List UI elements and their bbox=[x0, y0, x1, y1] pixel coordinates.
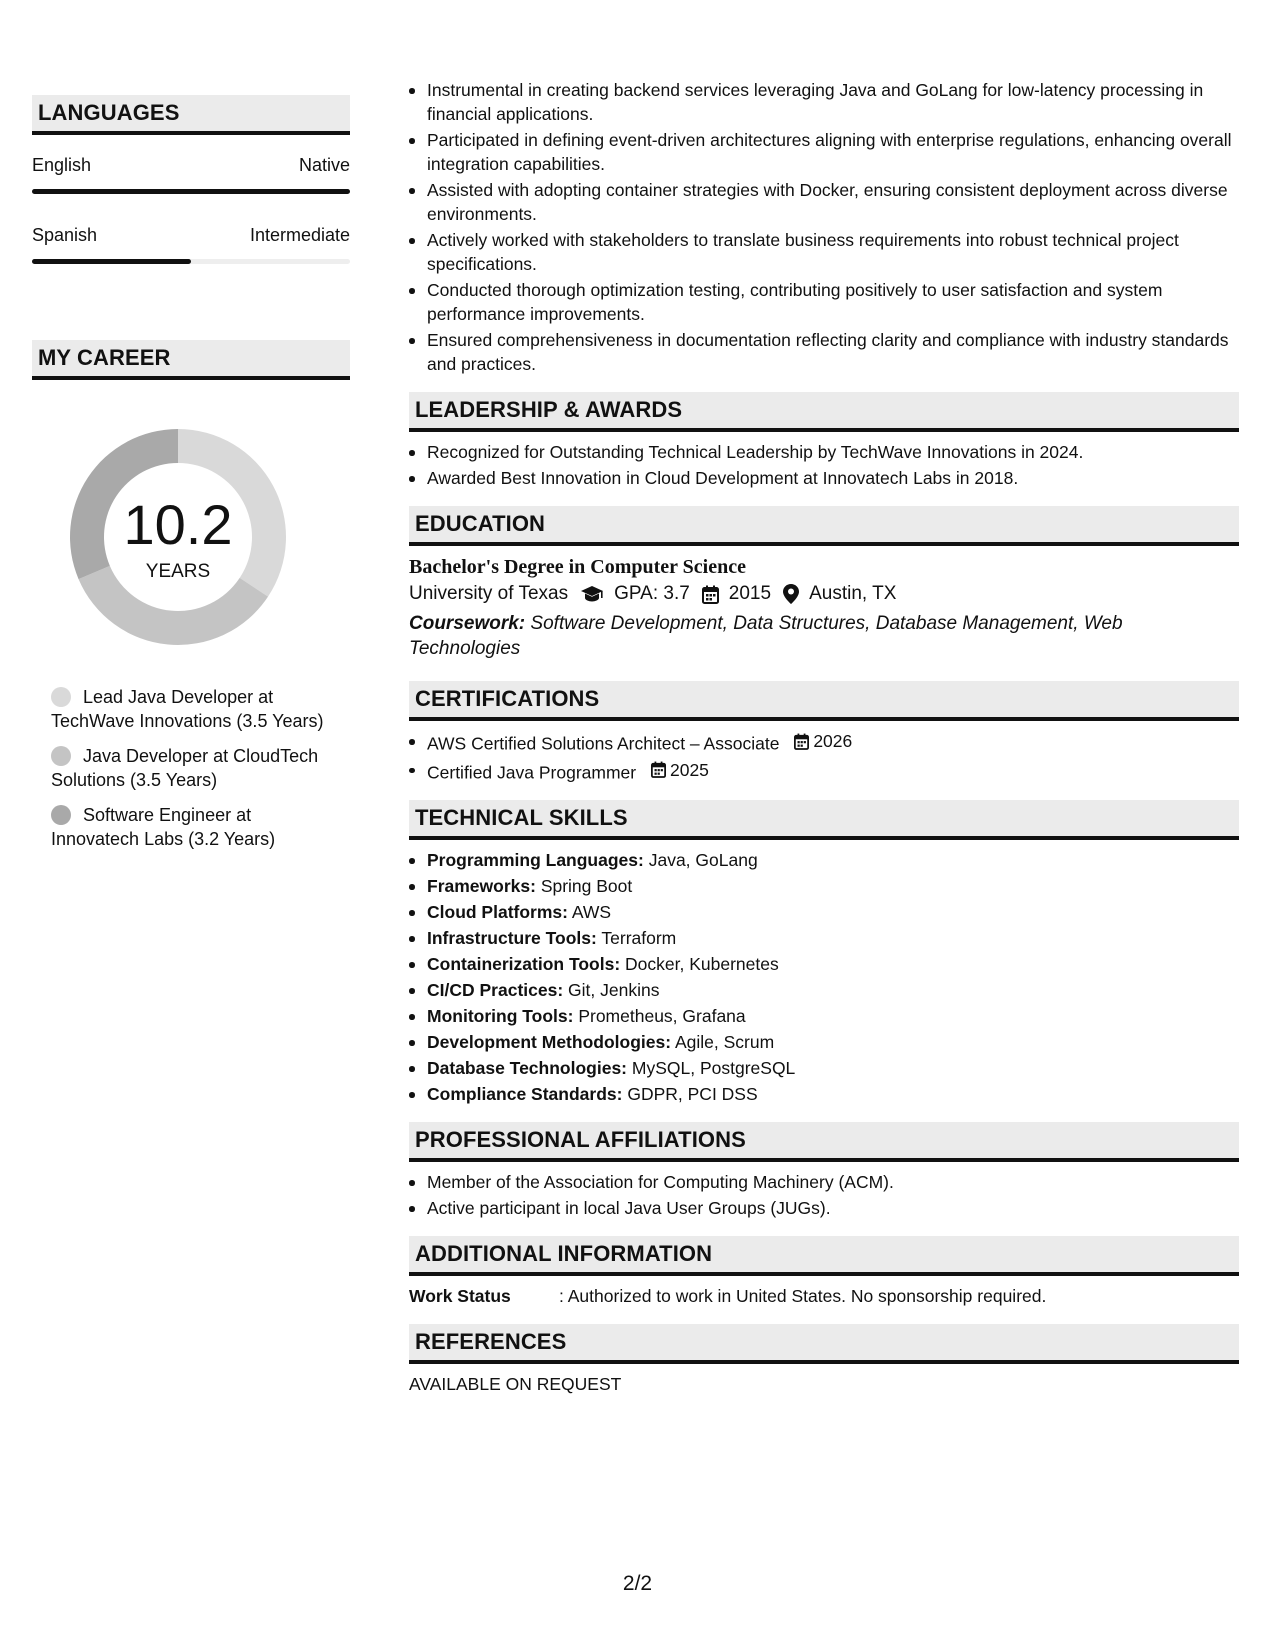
skill-label: Containerization Tools: bbox=[427, 954, 621, 974]
experience-bullets bbox=[409, 78, 1239, 376]
list-item: Member of the Association for Computing Machinery (ACM). bbox=[409, 1170, 1239, 1194]
languages-heading: LANGUAGES bbox=[32, 95, 350, 135]
legend-item bbox=[51, 685, 341, 733]
education-degree: Bachelor's Degree in Computer Science bbox=[409, 556, 746, 578]
skill-value: Prometheus, Grafana bbox=[578, 1006, 746, 1026]
language-bar-track bbox=[32, 259, 350, 264]
career-heading: MY CAREER bbox=[32, 340, 350, 380]
language-name: English bbox=[32, 155, 92, 175]
skill-label: Compliance Standards: bbox=[427, 1084, 623, 1104]
work-status-value: : Authorized to work in United States. No sponsorship required. bbox=[559, 1286, 1047, 1306]
certification-year: 2025 bbox=[669, 759, 709, 780]
language-level: Intermediate bbox=[249, 225, 350, 245]
list-item: Participated in defining event-driven architectures aligning with enterprise regulations, enhancing overall integration capabilities. bbox=[409, 128, 1239, 176]
list-item bbox=[409, 1056, 1239, 1080]
legend-label: Java Developer at CloudTech Solutions (3.5 Years) bbox=[51, 746, 319, 790]
legend-dot bbox=[51, 805, 71, 825]
list-item: Awarded Best Innovation in Cloud Development at Innovatech Labs in 2018. bbox=[409, 466, 1239, 490]
education-year: 2015 bbox=[728, 583, 772, 604]
list-item bbox=[409, 978, 1239, 1002]
skill-label: Monitoring Tools: bbox=[427, 1006, 574, 1026]
skill-value: Spring Boot bbox=[540, 876, 633, 896]
list-item: Active participant in local Java User Groups (JUGs). bbox=[409, 1196, 1239, 1220]
list-item bbox=[409, 1082, 1239, 1106]
career-total-years: 10.2 bbox=[123, 493, 233, 556]
list-item bbox=[409, 758, 1239, 785]
list-item: Instrumental in creating backend services leveraging Java and GoLang for low-latency processing in financial applications. bbox=[409, 78, 1239, 126]
list-item: Conducted thorough optimization testing, contributing positively to user satisfaction and system performance improvements. bbox=[409, 278, 1239, 326]
list-item bbox=[409, 1030, 1239, 1054]
references-text: AVAILABLE ON REQUEST bbox=[409, 1374, 622, 1394]
career-donut-chart bbox=[66, 425, 290, 649]
list-item: Assisted with adopting container strategies with Docker, ensuring consistent deployment across diverse environments. bbox=[409, 178, 1239, 226]
skill-label: Cloud Platforms: bbox=[427, 902, 568, 922]
list-item bbox=[409, 900, 1239, 924]
legend-dot bbox=[51, 687, 71, 707]
legend-label: Lead Java Developer at TechWave Innovations (3.5 Years) bbox=[51, 687, 324, 731]
list-item bbox=[409, 848, 1239, 872]
affiliations-list bbox=[409, 1170, 1239, 1220]
education-coursework bbox=[409, 611, 1239, 661]
skill-value: Terraform bbox=[601, 928, 677, 948]
legend-item bbox=[51, 744, 341, 792]
work-status-row bbox=[409, 1284, 1239, 1308]
graduation-cap-icon bbox=[580, 585, 604, 603]
additional-info-heading: ADDITIONAL INFORMATION bbox=[409, 1236, 1239, 1276]
education-gpa: GPA: 3.7 bbox=[614, 583, 690, 604]
list-item bbox=[409, 729, 1239, 756]
list-item: Ensured comprehensiveness in documentation reflecting clarity and compliance with industry standards and practices. bbox=[409, 328, 1239, 376]
calendar-icon bbox=[651, 761, 666, 778]
skill-value: GDPR, PCI DSS bbox=[627, 1084, 758, 1104]
leadership-heading: LEADERSHIP & AWARDS bbox=[409, 392, 1239, 432]
list-item bbox=[409, 926, 1239, 950]
skill-label: Frameworks: bbox=[427, 876, 536, 896]
skill-value: Docker, Kubernetes bbox=[625, 954, 779, 974]
list-item bbox=[409, 952, 1239, 976]
legend-item bbox=[51, 803, 341, 851]
skill-label: Database Technologies: bbox=[427, 1058, 628, 1078]
skill-value: Agile, Scrum bbox=[674, 1032, 775, 1052]
skill-value: AWS bbox=[571, 902, 612, 922]
certification-name: Certified Java Programmer bbox=[427, 762, 637, 782]
list-item: Recognized for Outstanding Technical Leadership by TechWave Innovations in 2024. bbox=[409, 440, 1239, 464]
skill-label: CI/CD Practices: bbox=[427, 980, 564, 1000]
skills-heading: TECHNICAL SKILLS bbox=[409, 800, 1239, 840]
language-name: Spanish bbox=[32, 225, 98, 245]
education-heading: EDUCATION bbox=[409, 506, 1239, 546]
language-row-english bbox=[32, 135, 350, 205]
coursework-label: Coursework: bbox=[409, 613, 526, 634]
certification-year: 2026 bbox=[813, 731, 853, 751]
certifications-list bbox=[409, 729, 1239, 784]
skill-value: Git, Jenkins bbox=[568, 980, 660, 1000]
calendar-icon bbox=[702, 585, 719, 604]
education-location: Austin, TX bbox=[809, 583, 897, 604]
skills-list bbox=[409, 848, 1239, 1106]
coursework-value: Software Development, Data Structures, Database Management, Web Technologies bbox=[409, 613, 1123, 659]
language-level: Native bbox=[298, 155, 350, 175]
skill-label: Programming Languages: bbox=[427, 850, 644, 870]
affiliations-heading: PROFESSIONAL AFFILIATIONS bbox=[409, 1122, 1239, 1162]
list-item bbox=[409, 874, 1239, 898]
legend-dot bbox=[51, 746, 71, 766]
certification-name: AWS Certified Solutions Architect – Associate bbox=[427, 733, 780, 754]
language-bar-track bbox=[32, 189, 350, 194]
education-details bbox=[409, 580, 1239, 608]
leadership-list bbox=[409, 440, 1239, 490]
list-item bbox=[409, 1004, 1239, 1028]
language-bar-fill bbox=[32, 189, 350, 194]
language-bar-fill bbox=[32, 259, 191, 264]
education-school: University of Texas bbox=[409, 583, 569, 604]
work-status-label: Work Status bbox=[409, 1286, 511, 1306]
skill-value: Java, GoLang bbox=[648, 850, 758, 870]
legend-label: Software Engineer at Innovatech Labs (3.2 Years) bbox=[51, 805, 276, 849]
left-column bbox=[32, 95, 350, 849]
references-heading: REFERENCES bbox=[409, 1324, 1239, 1364]
language-row-spanish bbox=[32, 205, 350, 275]
right-column bbox=[409, 78, 1239, 1396]
page-number: 2/2 bbox=[622, 1572, 653, 1595]
skill-label: Infrastructure Tools: bbox=[427, 928, 597, 948]
location-pin-icon bbox=[783, 584, 799, 604]
career-legend bbox=[51, 685, 341, 862]
list-item: Actively worked with stakeholders to translate business requirements into robust technical project specifications. bbox=[409, 228, 1239, 276]
career-total-unit: YEARS bbox=[145, 561, 211, 582]
skill-label: Development Methodologies: bbox=[427, 1032, 672, 1052]
certifications-heading: CERTIFICATIONS bbox=[409, 681, 1239, 721]
skill-value: MySQL, PostgreSQL bbox=[631, 1058, 796, 1078]
calendar-icon bbox=[794, 733, 809, 750]
